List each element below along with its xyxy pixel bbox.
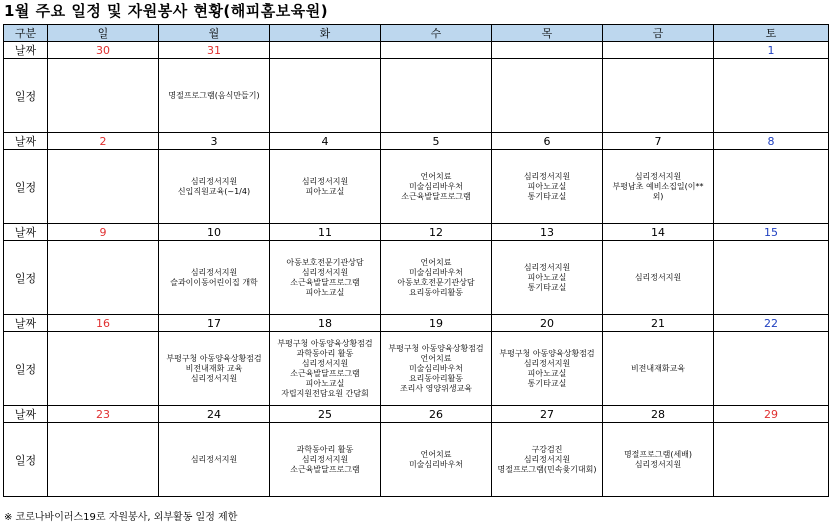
date-cell: 8 bbox=[714, 133, 829, 150]
date-cell: 5 bbox=[381, 133, 492, 150]
event-item: 부평남초 예비소집일(이** bbox=[612, 181, 704, 191]
event-cell bbox=[270, 423, 381, 497]
event-item: 심리정서지원 bbox=[523, 262, 571, 272]
date-cell bbox=[381, 42, 492, 59]
event-item: 심리정서지원 bbox=[190, 176, 238, 186]
event-item: 언어치료 bbox=[420, 257, 452, 267]
event-row-label: 일정 bbox=[4, 423, 48, 497]
event-item: 소근육발달프로그램 bbox=[290, 464, 360, 474]
event-item: 피아노교실 bbox=[527, 181, 567, 191]
event-item: 부평구청 아동양육상황점검 bbox=[499, 348, 595, 358]
date-cell: 4 bbox=[270, 133, 381, 150]
event-row bbox=[4, 241, 829, 315]
event-item: 부평구청 아동양육상황점검 bbox=[277, 338, 373, 348]
event-item: 심리정서지원 bbox=[190, 267, 238, 277]
event-cell bbox=[381, 241, 492, 315]
event-cell bbox=[603, 332, 714, 406]
date-cell: 27 bbox=[492, 406, 603, 423]
event-cell bbox=[603, 423, 714, 497]
event-cell bbox=[159, 332, 270, 406]
date-cell: 20 bbox=[492, 315, 603, 332]
footnote: ※ 코로나바이러스19로 자원봉사, 외부활동 일정 제한 bbox=[4, 512, 238, 523]
event-item: 심리정서지원 bbox=[301, 176, 349, 186]
date-cell: 26 bbox=[381, 406, 492, 423]
event-cell bbox=[492, 241, 603, 315]
event-cell bbox=[492, 423, 603, 497]
event-item: 요리동아리활동 bbox=[408, 373, 464, 383]
date-cell: 21 bbox=[603, 315, 714, 332]
event-cell bbox=[714, 423, 829, 497]
date-cell: 6 bbox=[492, 133, 603, 150]
date-row bbox=[4, 315, 829, 332]
date-cell: 23 bbox=[48, 406, 159, 423]
event-item: 심리정서지원 bbox=[190, 454, 238, 464]
date-cell: 7 bbox=[603, 133, 714, 150]
event-item: 피아노교실 bbox=[305, 378, 345, 388]
event-row-label: 일정 bbox=[4, 332, 48, 406]
event-item: 소근육발달프로그램 bbox=[290, 277, 360, 287]
header-cell-sun: 일 bbox=[48, 25, 159, 42]
event-item: 부평구청 아동양육상황점검 bbox=[388, 343, 484, 353]
event-cell bbox=[48, 423, 159, 497]
event-cell bbox=[714, 59, 829, 133]
event-item: 통기타교실 bbox=[527, 282, 567, 292]
date-cell: 29 bbox=[714, 406, 829, 423]
date-cell: 30 bbox=[48, 42, 159, 59]
event-item: 통기타교실 bbox=[527, 378, 567, 388]
event-cell bbox=[714, 332, 829, 406]
event-cell bbox=[159, 241, 270, 315]
event-item: 심리정서지원 bbox=[301, 267, 349, 277]
event-cell bbox=[381, 423, 492, 497]
event-item: 심리정서지원 bbox=[301, 454, 349, 464]
event-item: 비전내재화 교육 bbox=[185, 363, 243, 373]
event-item: 피아노교실 bbox=[305, 287, 345, 297]
date-row-label: 날짜 bbox=[4, 42, 48, 59]
date-cell: 14 bbox=[603, 224, 714, 241]
date-row-label: 날짜 bbox=[4, 224, 48, 241]
event-item: 심리정서지원 bbox=[634, 272, 682, 282]
date-cell: 9 bbox=[48, 224, 159, 241]
event-cell bbox=[714, 150, 829, 224]
event-row-label: 일정 bbox=[4, 150, 48, 224]
event-item: 심리정서지원 bbox=[523, 454, 571, 464]
event-item: 과학동아리 활동 bbox=[296, 444, 354, 454]
event-item: 심리정서지원 bbox=[523, 171, 571, 181]
date-cell: 2 bbox=[48, 133, 159, 150]
date-cell: 1 bbox=[714, 42, 829, 59]
date-cell: 15 bbox=[714, 224, 829, 241]
event-item: 구강검진 bbox=[531, 444, 563, 454]
header-row bbox=[4, 25, 829, 42]
event-item: 피아노교실 bbox=[305, 186, 345, 196]
event-item: 피아노교실 bbox=[527, 368, 567, 378]
event-cell bbox=[603, 59, 714, 133]
event-cell bbox=[603, 150, 714, 224]
event-cell bbox=[159, 150, 270, 224]
event-row bbox=[4, 423, 829, 497]
event-item: 아동보호전문기관상담 bbox=[286, 257, 364, 267]
date-row-label: 날짜 bbox=[4, 406, 48, 423]
event-item: 심리정서지원 bbox=[301, 358, 349, 368]
event-cell bbox=[159, 59, 270, 133]
date-cell: 19 bbox=[381, 315, 492, 332]
event-cell bbox=[270, 150, 381, 224]
event-cell bbox=[492, 59, 603, 133]
event-item: 명절프로그램(세배) bbox=[623, 449, 693, 459]
page-title: 1월 주요 일정 및 자원봉사 현황(해피홈보육원) bbox=[4, 2, 329, 20]
date-cell: 22 bbox=[714, 315, 829, 332]
date-cell: 18 bbox=[270, 315, 381, 332]
date-cell: 25 bbox=[270, 406, 381, 423]
event-item: 피아노교실 bbox=[527, 272, 567, 282]
date-cell: 31 bbox=[159, 42, 270, 59]
event-item: 슬과이이동어린이집 개학 bbox=[170, 277, 258, 287]
event-item: 언어치료 bbox=[420, 171, 452, 181]
event-cell bbox=[492, 150, 603, 224]
schedule-table bbox=[3, 24, 829, 497]
date-cell: 10 bbox=[159, 224, 270, 241]
event-item: 요리동아리활동 bbox=[408, 287, 464, 297]
event-item: 소근육발달프로그램 bbox=[401, 191, 471, 201]
event-cell bbox=[48, 59, 159, 133]
date-cell: 24 bbox=[159, 406, 270, 423]
event-cell bbox=[714, 241, 829, 315]
event-item: 자립지원전담요원 간담회 bbox=[281, 388, 369, 398]
date-row bbox=[4, 224, 829, 241]
event-row bbox=[4, 150, 829, 224]
date-cell: 17 bbox=[159, 315, 270, 332]
event-cell bbox=[381, 59, 492, 133]
header-cell-wed: 수 bbox=[381, 25, 492, 42]
event-item: 언어치료 bbox=[420, 353, 452, 363]
event-item: 신입직원교육(~1/4) bbox=[177, 186, 251, 196]
event-cell bbox=[492, 332, 603, 406]
header-cell-sat: 토 bbox=[714, 25, 829, 42]
event-item: 언어치료 bbox=[420, 449, 452, 459]
date-cell bbox=[603, 42, 714, 59]
event-cell bbox=[48, 241, 159, 315]
date-row bbox=[4, 133, 829, 150]
event-cell bbox=[159, 423, 270, 497]
event-cell bbox=[381, 332, 492, 406]
event-item: 외) bbox=[652, 191, 664, 201]
event-item: 명절프로그램(음식만들기) bbox=[168, 90, 260, 100]
date-row bbox=[4, 42, 829, 59]
date-cell bbox=[492, 42, 603, 59]
event-item: 미술심리바우처 bbox=[408, 181, 464, 191]
header-cell-fri: 금 bbox=[603, 25, 714, 42]
event-cell bbox=[48, 332, 159, 406]
header-cell-thu: 목 bbox=[492, 25, 603, 42]
event-row-label: 일정 bbox=[4, 241, 48, 315]
event-row bbox=[4, 59, 829, 133]
header-cell-category: 구분 bbox=[4, 25, 48, 42]
event-row bbox=[4, 332, 829, 406]
event-item: 과학동아리 활동 bbox=[296, 348, 354, 358]
date-cell: 13 bbox=[492, 224, 603, 241]
header-cell-tue: 화 bbox=[270, 25, 381, 42]
date-cell: 12 bbox=[381, 224, 492, 241]
event-cell bbox=[603, 241, 714, 315]
event-cell bbox=[270, 241, 381, 315]
event-item: 소근육발달프로그램 bbox=[290, 368, 360, 378]
event-item: 미술심리바우처 bbox=[408, 267, 464, 277]
date-row-label: 날짜 bbox=[4, 315, 48, 332]
date-cell bbox=[270, 42, 381, 59]
event-item: 심리정서지원 bbox=[523, 358, 571, 368]
date-cell: 28 bbox=[603, 406, 714, 423]
event-item: 심리정서지원 bbox=[190, 373, 238, 383]
event-item: 미술심리바우처 bbox=[408, 459, 464, 469]
event-cell bbox=[270, 332, 381, 406]
event-item: 명절프로그램(민속윷기대회) bbox=[497, 464, 597, 474]
event-item: 조리사 영양위생교육 bbox=[399, 383, 473, 393]
event-item: 부평구청 아동양육상황점검 bbox=[166, 353, 262, 363]
date-row bbox=[4, 406, 829, 423]
event-cell bbox=[270, 59, 381, 133]
date-cell: 11 bbox=[270, 224, 381, 241]
event-item: 비전내재화교육 bbox=[630, 363, 686, 373]
header-cell-mon: 월 bbox=[159, 25, 270, 42]
event-row-label: 일정 bbox=[4, 59, 48, 133]
event-item: 통기타교실 bbox=[527, 191, 567, 201]
event-item: 심리정서지원 bbox=[634, 171, 682, 181]
event-cell bbox=[48, 150, 159, 224]
date-cell: 16 bbox=[48, 315, 159, 332]
event-cell bbox=[381, 150, 492, 224]
date-row-label: 날짜 bbox=[4, 133, 48, 150]
date-cell: 3 bbox=[159, 133, 270, 150]
event-item: 미술심리바우처 bbox=[408, 363, 464, 373]
event-item: 아동보호전문기관상담 bbox=[397, 277, 475, 287]
event-item: 심리정서지원 bbox=[634, 459, 682, 469]
